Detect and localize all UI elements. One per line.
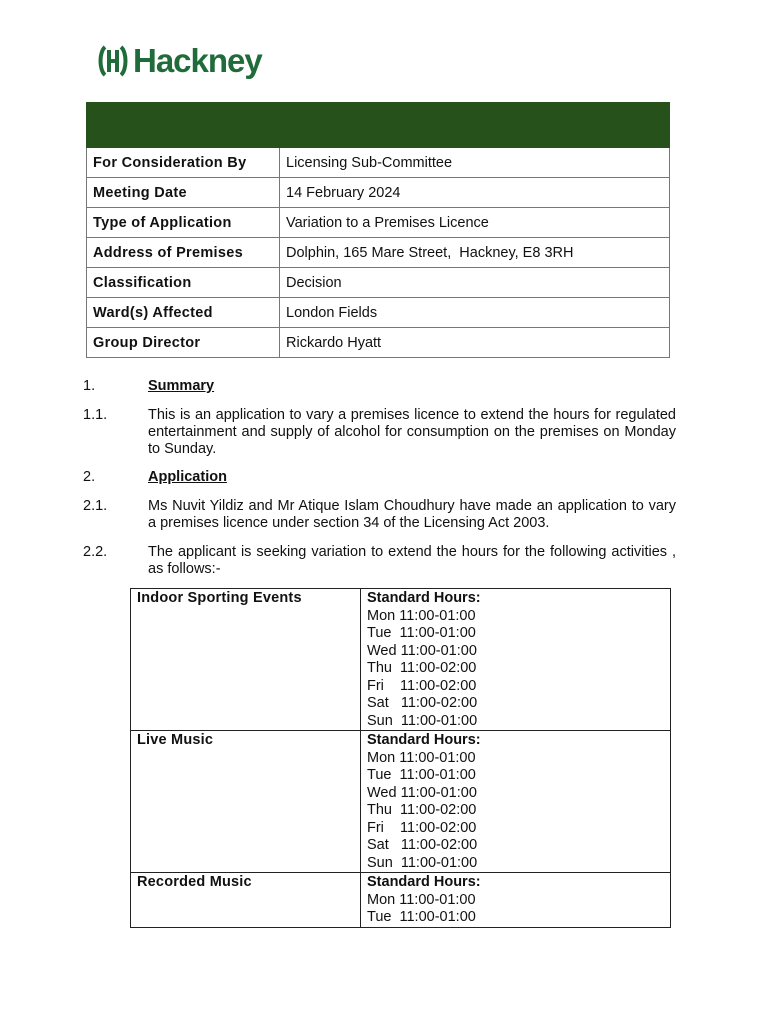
table-row <box>87 328 670 358</box>
row-label: Classification <box>87 268 280 298</box>
table-row <box>87 238 670 268</box>
table-row <box>131 731 671 873</box>
paragraph-number: 1.1. <box>83 407 108 423</box>
row-value: Decision <box>280 268 670 298</box>
paragraph-text: Ms Nuvit Yildiz and Mr Atique Islam Choudhury have made an application to vary a premises licence under section 34 of the Licensing Act 2003. <box>148 498 676 531</box>
hours-heading: Standard Hours: <box>367 590 481 606</box>
activity-name: Live Music <box>131 731 361 873</box>
table-row <box>87 298 670 328</box>
row-value: London Fields <box>280 298 670 328</box>
row-value: Variation to a Premises Licence <box>280 208 670 238</box>
hours-line: Sun 11:00-01:00 <box>367 712 478 729</box>
paragraph-text: The applicant is seeking variation to extend the hours for the following activities , as follows:- <box>148 544 676 577</box>
paragraph-text: This is an application to vary a premises licence to extend the hours for regulated entertainment and supply of alcohol for consumption on the premises on Monday to Sunday. <box>148 407 676 457</box>
hours-heading: Standard Hours: <box>367 732 481 748</box>
activity-hours <box>361 873 671 928</box>
paragraph-number: 2.1. <box>83 498 108 514</box>
row-label: For Consideration By <box>87 148 280 178</box>
row-label: Meeting Date <box>87 178 280 208</box>
section-number: 1. <box>83 378 96 394</box>
hours-line: Tue 11:00-01:00 <box>367 909 476 925</box>
hours-line: Sat 11:00-02:00 <box>367 837 478 853</box>
hours-line: Sun 11:00-01:00 <box>367 854 478 871</box>
hackney-h-icon <box>96 44 130 78</box>
activity-name: Recorded Music <box>131 873 361 928</box>
table-row <box>131 589 671 731</box>
hackney-logo <box>96 42 262 80</box>
table-banner <box>87 103 670 148</box>
report-details-table <box>86 102 670 358</box>
section-number: 2. <box>83 469 96 485</box>
hours-line: Tue 11:00-01:00 <box>367 625 476 641</box>
hours-heading: Standard Hours: <box>367 874 481 890</box>
hours-line: Sat 11:00-02:00 <box>367 695 478 711</box>
logo-text: Hackney <box>133 42 262 79</box>
table-row <box>87 208 670 238</box>
row-value: Rickardo Hyatt <box>280 328 670 358</box>
row-value: 14 February 2024 <box>280 178 670 208</box>
row-value: Dolphin, 165 Mare Street, Hackney, E8 3RH <box>280 238 670 268</box>
activity-hours-table <box>130 588 671 928</box>
hours-line: Wed 11:00-01:00 <box>367 784 477 801</box>
paragraph-number: 2.2. <box>83 544 108 560</box>
section-title: Summary <box>148 378 215 394</box>
row-label: Group Director <box>87 328 280 358</box>
activity-hours <box>361 731 671 873</box>
row-value: Licensing Sub-Committee <box>280 148 670 178</box>
activity-name: Indoor Sporting Events <box>131 589 361 731</box>
table-row <box>87 178 670 208</box>
hours-line: Fri 11:00-02:00 <box>367 819 477 836</box>
table-row <box>87 268 670 298</box>
hours-line: Thu 11:00-02:00 <box>367 660 477 676</box>
hours-line: Fri 11:00-02:00 <box>367 677 477 694</box>
activity-hours <box>361 589 671 731</box>
hours-line: Wed 11:00-01:00 <box>367 642 477 659</box>
hours-line: Mon 11:00-01:00 <box>367 891 476 908</box>
row-label: Ward(s) Affected <box>87 298 280 328</box>
hours-line: Thu 11:00-02:00 <box>367 802 477 818</box>
hours-line: Tue 11:00-01:00 <box>367 767 476 783</box>
table-row <box>87 148 670 178</box>
table-row <box>131 873 671 928</box>
row-label: Type of Application <box>87 208 280 238</box>
hours-line: Mon 11:00-01:00 <box>367 749 476 766</box>
hours-line: Mon 11:00-01:00 <box>367 607 476 624</box>
row-label: Address of Premises <box>87 238 280 268</box>
section-title: Application <box>148 469 227 485</box>
